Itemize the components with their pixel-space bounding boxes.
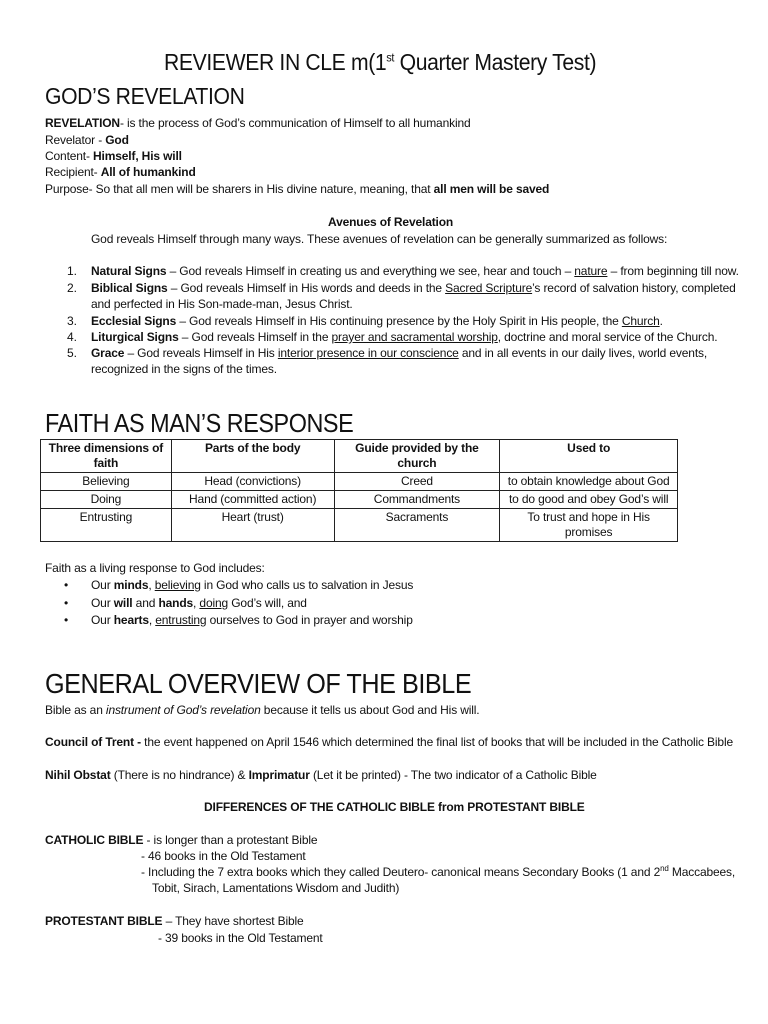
table-row	[41, 473, 678, 491]
table-cell: Believing	[41, 473, 172, 491]
list-number: 3.	[67, 314, 78, 328]
avenues-intro: God reveals Himself through many ways. These avenues of revelation can be generally summarized as follows:	[91, 232, 668, 246]
bullet-icon: •	[64, 613, 69, 627]
faith-dimensions-table	[40, 439, 678, 542]
table-cell: Head (convictions)	[171, 473, 334, 491]
revelator-line: Revelator - God	[45, 133, 129, 147]
table-header-cell: Three dimensions of faith	[41, 440, 172, 473]
table-cell: Commandments	[334, 491, 500, 509]
content-line: Content- Himself, His will	[45, 149, 182, 163]
list-item-biblical-signs-line2: and perfected in His Son-made-man, Jesus Christ.	[91, 297, 353, 311]
list-item-ecclesial-signs: Ecclesial Signs – God reveals Himself in His continuing presence by the Holy Spirit in His people, the Church.	[91, 314, 663, 328]
table-cell: to obtain knowledge about God	[500, 473, 678, 491]
list-item-grace: Grace – God reveals Himself in His interior presence in our conscience and in all events in our daily lives, world events,	[91, 346, 708, 360]
table-cell: Sacraments	[334, 509, 500, 542]
catholic-bible-extra-books: - Including the 7 extra books which they called Deutero- canonical means Secondary Books (1 and 2nd Maccabees,	[141, 864, 736, 879]
table-row	[41, 491, 678, 509]
catholic-bible-books: - 46 books in the Old Testament	[141, 849, 306, 863]
living-response-intro: Faith as a living response to God includes:	[45, 561, 265, 575]
table-cell: Doing	[41, 491, 172, 509]
bullet-item-minds: Our minds, believing in God who calls us to salvation in Jesus	[91, 578, 414, 592]
table-header-row	[41, 440, 678, 473]
protestant-bible-line: PROTESTANT BIBLE – They have shortest Bible	[45, 914, 304, 928]
revelation-definition: REVELATION- is the process of God’s communication of Himself to all humankind	[45, 116, 471, 130]
list-number: 1.	[67, 264, 78, 278]
list-number: 2.	[67, 281, 78, 295]
list-item-natural-signs: Natural Signs – God reveals Himself in creating us and everything we see, hear and touch – nature – from beginning till now.	[91, 264, 739, 278]
bullet-icon: •	[64, 596, 69, 610]
list-number: 4.	[67, 330, 78, 344]
table-row	[41, 509, 678, 542]
catholic-bible-extra-books-line2: Tobit, Sirach, Lamentations Wisdom and Judith)	[152, 881, 400, 895]
council-of-trent-line: Council of Trent - the event happened on April 1546 which determined the final list of books that will be included in the Catholic Bible	[45, 735, 733, 749]
table-cell: To trust and hope in His promises	[500, 509, 678, 542]
bullet-icon: •	[64, 578, 69, 592]
list-item-liturgical-signs: Liturgical Signs – God reveals Himself in the prayer and sacramental worship, doctrine and moral service of the Church.	[91, 330, 718, 344]
list-number: 5.	[67, 346, 78, 360]
protestant-bible-books: - 39 books in the Old Testament	[158, 931, 323, 945]
table-header-cell: Used to	[500, 440, 678, 473]
table-header-cell: Parts of the body	[171, 440, 334, 473]
recipient-line: Recipient- All of humankind	[45, 165, 196, 179]
table-cell: to do good and obey God’s will	[500, 491, 678, 509]
document-title: REVIEWER IN CLE m(1st Quarter Mastery Test)	[164, 49, 597, 75]
avenues-heading: Avenues of Revelation	[328, 215, 454, 229]
nihil-obstat-line: Nihil Obstat (There is no hindrance) & Imprimatur (Let it be printed) - The two indicator of a Catholic Bible	[45, 768, 597, 782]
differences-heading: DIFFERENCES OF THE CATHOLIC BIBLE from PROTESTANT BIBLE	[204, 800, 585, 814]
table-header-cell: Guide provided by the church	[334, 440, 500, 473]
section-heading-revelation: GOD’S REVELATION	[45, 83, 245, 109]
table-cell: Hand (committed action)	[171, 491, 334, 509]
bullet-item-will: Our will and hands, doing God’s will, and	[91, 596, 307, 610]
list-item-grace-line2: recognized in the signs of the times.	[91, 362, 277, 376]
table-cell: Heart (trust)	[171, 509, 334, 542]
bullet-item-hearts: Our hearts, entrusting ourselves to God in prayer and worship	[91, 613, 413, 627]
list-item-biblical-signs: Biblical Signs – God reveals Himself in His words and deeds in the Sacred Scripture’s record of salvation history, completed	[91, 281, 736, 295]
table-cell: Entrusting	[41, 509, 172, 542]
bible-instrument-line: Bible as an instrument of God’s revelation because it tells us about God and His will.	[45, 703, 480, 717]
table-cell: Creed	[334, 473, 500, 491]
section-heading-faith: FAITH AS MAN’S RESPONSE	[45, 408, 354, 438]
catholic-bible-line: CATHOLIC BIBLE - is longer than a protestant Bible	[45, 833, 318, 847]
purpose-line: Purpose- So that all men will be sharers in His divine nature, meaning, that all men will be saved	[45, 182, 550, 196]
section-heading-bible-overview: GENERAL OVERVIEW OF THE BIBLE	[45, 668, 472, 699]
